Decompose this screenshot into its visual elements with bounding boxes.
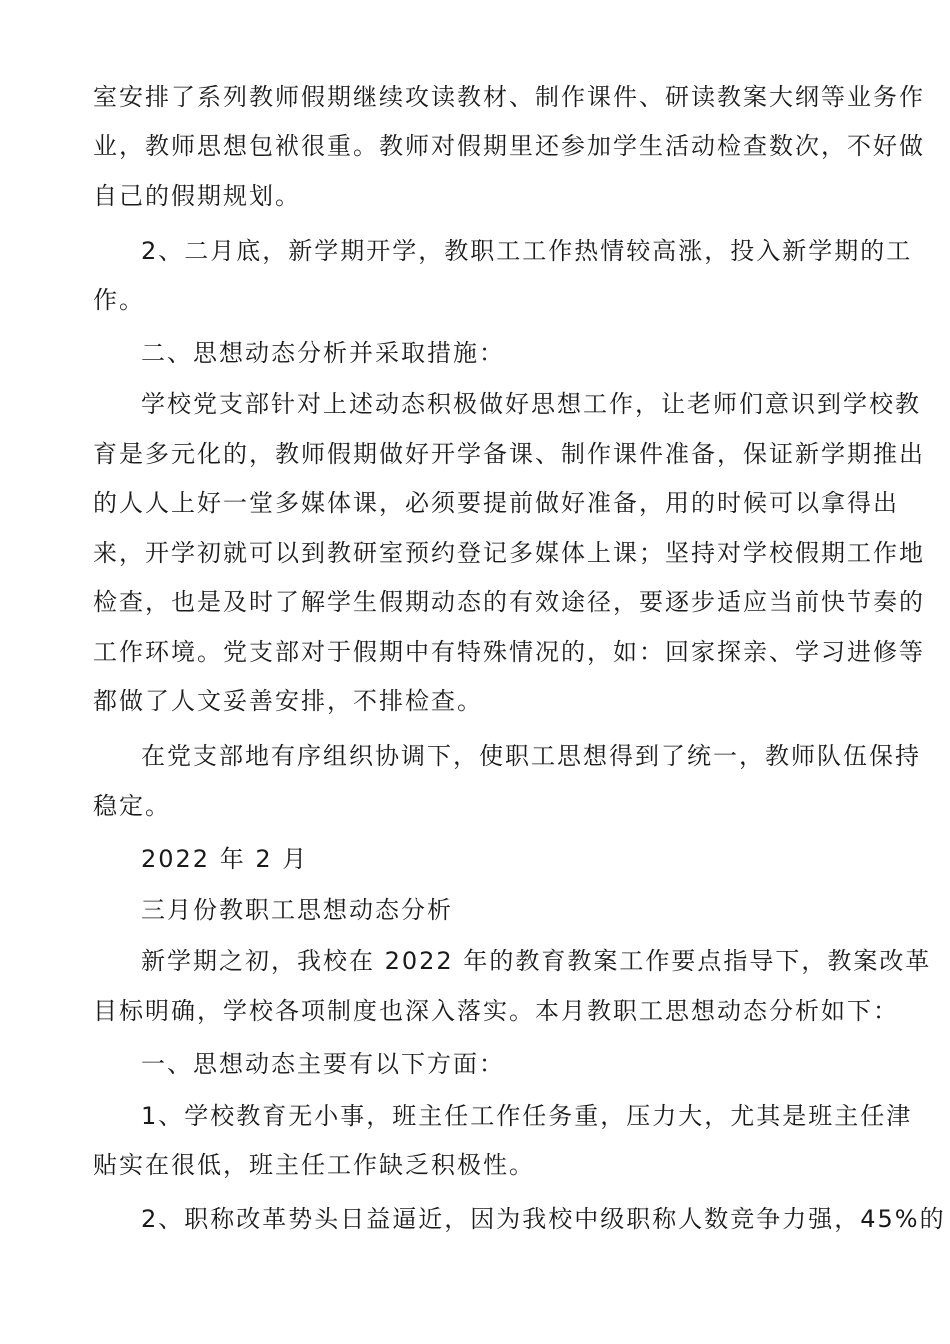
- text-line: 的人人上好一堂多媒体课，必须要提前做好准备，用的时候可以拿得出: [93, 489, 899, 517]
- text-line: 都做了人文妥善安排，不排检查。: [93, 687, 483, 715]
- text-line: 室安排了系列教师假期继续攻读教材、制作课件、研读教案大纲等业务作: [93, 83, 925, 111]
- date-line: 2022 年 2 月: [141, 845, 309, 873]
- text-line: 学校党支部针对上述动态积极做好思想工作，让老师们意识到学校教: [141, 390, 921, 418]
- section-heading: 一、思想动态主要有以下方面：: [141, 1050, 505, 1078]
- document-title: 三月份教职工思想动态分析: [141, 896, 453, 924]
- text-line: 自己的假期规划。: [93, 182, 301, 210]
- text-line: 2、二月底，新学期开学，教职工工作热情较高涨，投入新学期的工: [141, 237, 913, 265]
- text-line: 业，教师思想包袱很重。教师对假期里还参加学生活动检查数次，不好做: [93, 132, 925, 160]
- text-line: 来，开学初就可以到教研室预约登记多媒体上课；坚持对学校假期工作地: [93, 539, 925, 567]
- text-line: 工作环境。党支部对于假期中有特殊情况的，如：回家探亲、学习进修等: [93, 638, 925, 666]
- text-line: 检查，也是及时了解学生假期动态的有效途径，要逐步适应当前快节奏的: [93, 588, 925, 616]
- text-line: 目标明确，学校各项制度也深入落实。本月教职工思想动态分析如下：: [93, 997, 899, 1025]
- text-line: 育是多元化的，教师假期做好开学备课、制作课件准备，保证新学期推出: [93, 440, 925, 468]
- text-line: 在党支部地有序组织协调下，使职工思想得到了统一，教师队伍保持: [141, 742, 921, 770]
- text-line: 作。: [93, 286, 145, 314]
- text-line: 1、学校教育无小事，班主任工作任务重，压力大，尤其是班主任津: [141, 1102, 913, 1130]
- text-line: 2、职称改革势头日益逼近，因为我校中级职称人数竞争力强，45%的: [141, 1205, 946, 1233]
- text-line: 稳定。: [93, 792, 171, 820]
- text-line: 贴实在很低，班主任工作缺乏积极性。: [93, 1151, 535, 1179]
- section-heading: 二、思想动态分析并采取措施：: [141, 339, 505, 367]
- text-line: 新学期之初，我校在 2022 年的教育教案工作要点指导下，教案改革: [141, 947, 932, 975]
